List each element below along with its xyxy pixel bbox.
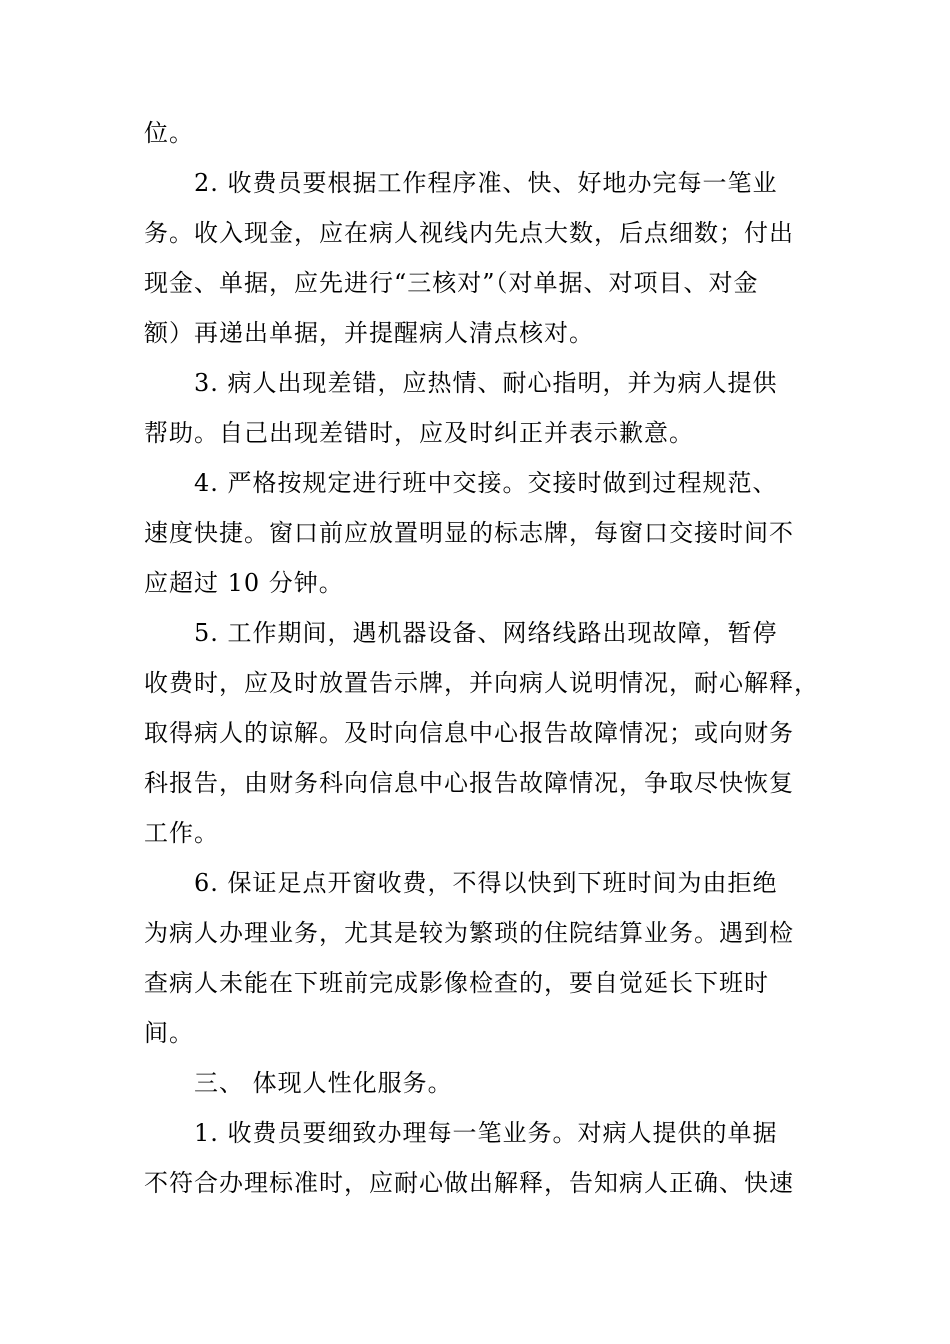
text-line: 现金、单据，应先进行“三核对”（对单据、对项目、对金 <box>144 269 759 297</box>
text-line: 4. 严格按规定进行班中交接。交接时做到过程规范、 <box>194 469 778 497</box>
text-line: 1. 收费员要细致办理每一笔业务。对病人提供的单据 <box>194 1119 778 1147</box>
text-line: 额）再递出单据，并提醒病人清点核对。 <box>144 319 594 347</box>
text-line: 查病人未能在下班前完成影像检查的，要自觉延长下班时 <box>144 969 769 997</box>
text-line: 不符合办理标准时，应耐心做出解释，告知病人正确、快速 <box>144 1169 794 1197</box>
text-line: 科报告，由财务科向信息中心报告故障情况，争取尽快恢复 <box>144 769 794 797</box>
text-line: 应超过 10 分钟。 <box>144 569 344 597</box>
text-line: 帮助。自己出现差错时，应及时纠正并表示歉意。 <box>144 419 694 447</box>
text-line: 工作。 <box>144 819 219 847</box>
text-line: 取得病人的谅解。及时向信息中心报告故障情况；或向财务 <box>144 719 794 747</box>
text-line: 为病人办理业务，尤其是较为繁琐的住院结算业务。遇到检 <box>144 919 794 947</box>
section-heading: 三、 体现人性化服务。 <box>194 1069 453 1097</box>
text-line: 务。收入现金，应在病人视线内先点大数，后点细数；付出 <box>144 219 794 247</box>
text-line: 3. 病人出现差错，应热情、耐心指明，并为病人提供 <box>194 369 778 397</box>
text-line: 收费时，应及时放置告示牌，并向病人说明情况，耐心解释， <box>144 669 819 697</box>
text-line: 速度快捷。窗口前应放置明显的标志牌，每窗口交接时间不 <box>144 519 794 547</box>
text-line: 2. 收费员要根据工作程序准、快、好地办完每一笔业 <box>194 169 778 197</box>
text-line: 5. 工作期间，遇机器设备、网络线路出现故障，暂停 <box>194 619 778 647</box>
text-line: 6. 保证足点开窗收费，不得以快到下班时间为由拒绝 <box>194 869 778 897</box>
text-line: 间。 <box>144 1019 194 1047</box>
text-line: 位。 <box>144 119 194 147</box>
